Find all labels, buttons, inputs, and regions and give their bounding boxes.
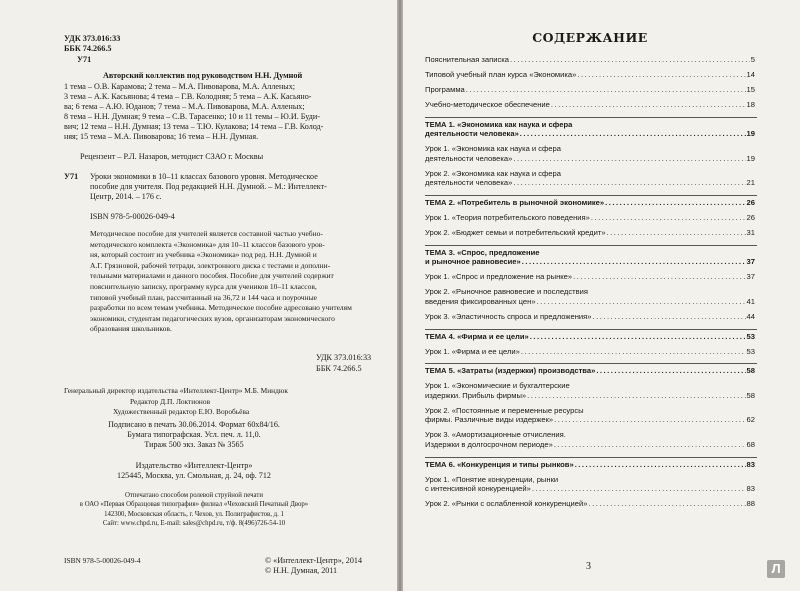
annotation-line: ня, который состоит из учебника «Экономика» под ред. Н.Н. Думной и [90,250,317,260]
toc-entry[interactable] [425,272,755,282]
toc-page-number: 37 [746,272,755,282]
toc-entry-title: деятельности человека» [425,178,513,188]
toc-page-number: 58 [746,366,755,376]
toc-entry-title: Урок 3. «Амортизационные отчисления. [425,430,566,440]
toc-entry[interactable] [425,228,755,238]
toc-page-number: 83 [746,459,755,469]
art-editor-line: Художественный редактор Е.Ю. Воробьёва [113,407,250,416]
toc-entry[interactable] [425,144,755,163]
isbn-mid: ISBN 978-5-00026-049-4 [90,212,175,221]
toc-entry-title: деятельности человека» [425,153,513,163]
isbn-bottom: ISBN 978-5-00026-049-4 [64,556,141,565]
publisher-line: Издательство «Интеллект-Центр» [135,461,253,470]
toc-entry-title: Урок 1. «Понятие конкуренции, рынки [425,474,559,484]
page-number: 3 [586,561,591,572]
toc-entry-title: ТЕМА 2. «Потребитель в рыночной экономике» [425,198,605,208]
print-info-line: Бумага типографская. Усл. печ. л. 11,0. [127,430,261,439]
toc-entry-title: ТЕМА 6. «Конкуренция и типы рынков» [425,459,574,469]
toc-leader-dots [513,178,745,188]
toc-entry-title: Урок 2. «Постоянные и переменные ресурсы [425,405,584,415]
annotation-line: образования школьников. [90,324,172,334]
toc-page-number: 19 [746,153,755,163]
toc-leader-dots [589,499,746,509]
toc-entry-title: и рыночное равновесие» [425,257,521,267]
annotation-line: типовой учебный план, рассчитанный на 36,72 и 144 часа и поурочные [90,292,317,302]
toc-entry[interactable] [425,85,755,95]
copyright-line: © Н.Н. Думная, 2011 [265,566,338,575]
authors-line: ва; 6 тема – А.Ю. Юданов; 7 тема – М.А. Пивоварова, М.А. Алленых; [64,102,305,111]
toc-page-number: 44 [746,311,755,321]
printer-line: 142300, Московская область, г. Чехов, ул. Полиграфистов, д. 1 [104,510,284,518]
toc-divider [425,245,757,246]
editor-line: Редактор Д.П. Локтионов [130,397,211,406]
print-info [64,420,324,450]
toc-topic-entry[interactable] [425,248,755,267]
toc-topic-entry[interactable] [425,198,755,208]
toc-leader-dots [530,332,746,342]
toc-page-number: 19 [746,129,755,139]
toc-entry-title: издержки. Прибыль фирмы» [425,390,527,400]
toc-page-number: 68 [746,439,755,449]
toc-entry-title: введения фиксированных цен» [425,296,536,306]
toc-page-number: 88 [746,499,755,509]
toc-leader-dots [551,100,746,110]
toc-entry-title: с интенсивной конкуренцией» [425,484,531,494]
toc-leader-dots [573,272,745,282]
toc-leader-dots [596,366,745,376]
toc-entry[interactable] [425,381,755,400]
catalog-entry [90,172,390,202]
toc-divider [425,117,757,118]
toc-leader-dots [605,198,745,208]
toc-entry-title: Урок 1. «Спрос и предложение на рынке» [425,272,573,282]
toc-leader-dots [520,129,746,139]
toc-divider [425,329,757,330]
toc-entry-title: Урок 2. «Бюджет семьи и потребительский кредит» [425,227,606,237]
toc-entry-title: Программа [425,84,465,94]
authors-line: 3 тема – А.К. Касьянова; 4 тема – Г.В. Колодняя; 5 тема – А.К. Касьяно- [64,92,312,101]
right-page-contents [403,0,800,591]
toc-leader-dots [577,70,745,80]
toc-entry[interactable] [425,406,755,425]
toc-entry-title: Учебно-методическое обеспечение [425,99,550,109]
toc-topic-entry[interactable] [425,332,755,342]
toc-page-number: 26 [746,213,755,222]
print-info-line: Подписано в печать 30.06.2014. Формат 60х84/16. [108,420,280,429]
toc-entry-title: Урок 3. «Эластичность спроса и предложения» [425,311,592,321]
toc-entry-title: Издержки в долгосрочном периоде» [425,439,553,449]
toc-entry[interactable] [425,347,755,357]
toc-topic-entry[interactable] [425,366,755,376]
copyright-block [265,556,395,576]
catalog-code: У71 [64,172,79,181]
toc-leader-dots [513,154,745,164]
toc-page-number: 31 [746,227,755,237]
print-info-line: Тираж 500 экз. Заказ № 3565 [144,440,244,449]
toc-entry-title: ТЕМА 4. «Фирма и ее цели» [425,331,529,341]
toc-entry[interactable] [425,312,755,322]
toc-leader-dots [466,85,746,95]
toc-page-number: 62 [746,415,755,425]
toc-entry-title: деятельности человека» [425,129,519,139]
code-top: У71 [77,55,92,64]
authors-list [64,82,394,142]
toc-entry-title: Урок 1. «Экономика как наука и сфера [425,144,561,154]
udk-bottom: УДК 373.016:33 [316,353,372,362]
authors-line: 1 тема – О.В. Карамова; 2 тема – М.А. Пивоварова, М.А. Алленых; [64,82,296,91]
toc-entry-title: Урок 1. «Экономические и бухгалтерские [425,381,570,391]
publisher-line: 125445, Москва, ул. Смольная, д. 24, оф. 712 [117,471,271,480]
toc-entry-title: фирмы. Различные виды издержек» [425,415,554,425]
toc-page-number: 21 [746,178,755,188]
toc-leader-dots [554,440,746,450]
toc-page-number: 37 [746,257,755,267]
toc-entry[interactable] [425,499,755,509]
toc-page-number: 41 [746,296,755,306]
toc-divider [425,363,757,364]
entry-line: Центр, 2014. – 176 с. [90,192,162,201]
authors-line: вич; 12 тема – Н.Н. Думная; 13 тема – Т.Ю. Кулакова; 14 тема – Г.В. Колод- [64,122,324,131]
toc-leader-dots [575,460,746,470]
entry-line: Уроки экономики в 10–11 классах базового уровня. Методическое [90,172,318,181]
toc-page-number: 5 [750,55,755,64]
toc-page-number: 53 [746,346,755,356]
toc-entry-title: ТЕМА 1. «Экономика как наука и сфера [425,119,573,129]
toc-divider [425,195,757,196]
toc-entry[interactable] [425,213,755,223]
director-line: Генеральный директор издательства «Интеллект-Центр» М.Б. Миндюк [64,386,288,395]
toc-entry-title: Урок 2. «Рыночное равновесие и последствия [425,287,589,297]
toc-leader-dots [532,484,746,494]
printer-line: в ОАО «Первая Образцовая типография» филиал «Чеховский Печатный Двор» [79,501,309,509]
reviewer-line: Рецензент – Р.Л. Назаров, методист СЗАО г. Москвы [80,152,264,161]
toc-page-number: 26 [746,198,755,208]
printer-line: Сайт: www.chpd.ru, E-mail: sales@chpd.ru, т/ф. 8(496)726-54-10 [102,520,286,528]
publisher-info [64,461,324,481]
toc-leader-dots [593,312,746,322]
authors-line: 8 тема – Н.Н. Думная; 9 тема – С.В. Тарасенко; 10 и 11 темы – Ю.И. Буди- [64,112,320,121]
toc-topic-entry[interactable] [425,120,755,139]
toc-entry[interactable] [425,100,755,110]
toc-leader-dots [527,391,745,401]
annotation-text [90,229,390,335]
annotation-line: экономики, студентам педагогических вузов, организаторам экономического [90,313,335,323]
toc-leader-dots [521,347,746,357]
annotation-line: методического комплекта «Экономика» для 10–11 классов базового уров- [90,239,325,249]
toc-page-number: 53 [746,331,755,341]
bbk-top: ББК 74.266.5 [64,44,112,53]
toc-entry-title: Урок 1. «Теория потребительского поведения» [425,213,590,222]
toc-entry-title: Урок 1. «Фирма и ее цели» [425,346,520,356]
toc-entry-title: Типовой учебный план курса «Экономика» [425,69,577,79]
entry-line: пособие для учителя. Под редакцией Н.Н. Думной. – М.: Интеллект- [90,182,327,191]
toc-divider [425,457,757,458]
toc-entry[interactable] [425,169,755,188]
toc-leader-dots [591,213,746,223]
annotation-line: Методическое пособие для учителей является составной частью учебно- [90,229,323,238]
toc-entry-title: ТЕМА 5. «Затраты (издержки) производства» [425,366,596,376]
toc-entry[interactable] [425,430,755,449]
toc-leader-dots [554,415,745,425]
toc-page-number: 15 [746,84,755,94]
toc-entry-title: Пояснительная записка [425,55,509,64]
left-page-imprint [0,0,397,591]
toc-topic-entry[interactable] [425,460,755,470]
bbk-bottom: ББК 74.266.5 [316,364,362,373]
watermark-logo: Л [767,560,785,578]
annotation-line: разработки по всем темам учебника. Методическое пособие адресовано учителям [90,303,352,313]
toc-entry[interactable] [425,70,755,80]
printer-line: Отпечатано способом ролевой струйной печати [125,492,263,499]
toc-leader-dots [607,228,746,238]
toc-entry[interactable] [425,475,755,494]
toc-entry-title: Урок 2. «Рынки с ослабленной конкуренцией» [425,499,588,509]
toc-entry[interactable] [425,287,755,306]
toc-page-number: 83 [746,484,755,494]
annotation-line: пояснительную записку, программу курса для учеников 10–11 классов, [90,281,317,291]
toc-leader-dots [522,257,746,267]
authors-heading: Авторский коллектив под руководством Н.Н. Думной [103,71,303,80]
toc-entry-title: Урок 2. «Экономика как наука и сфера [425,168,561,178]
annotation-line: тельными материалами и данного пособия. Пособие для учителей содержит [90,271,334,281]
authors-line: няя; 15 тема – М.А. Пивоварова; 16 тема – Н.Н. Думная. [64,132,259,141]
toc-entry[interactable] [425,55,755,65]
udk-top: УДК 373.016:33 [64,34,121,43]
toc-entry-title: ТЕМА 3. «Спрос, предложение [425,247,540,257]
annotation-line: А.Г. Грязновой, рабочей тетради, электронного диска с тестами и дополни- [90,260,331,270]
contents-title: СОДЕРЖАНИЕ [532,30,648,45]
toc-leader-dots [510,55,750,65]
toc-page-number: 14 [746,69,755,79]
toc-page-number: 58 [746,390,755,400]
toc-page-number: 18 [746,99,755,109]
toc-leader-dots [537,297,746,307]
printer-info [54,491,334,529]
copyright-line: © «Интеллект-Центр», 2014 [265,556,362,565]
